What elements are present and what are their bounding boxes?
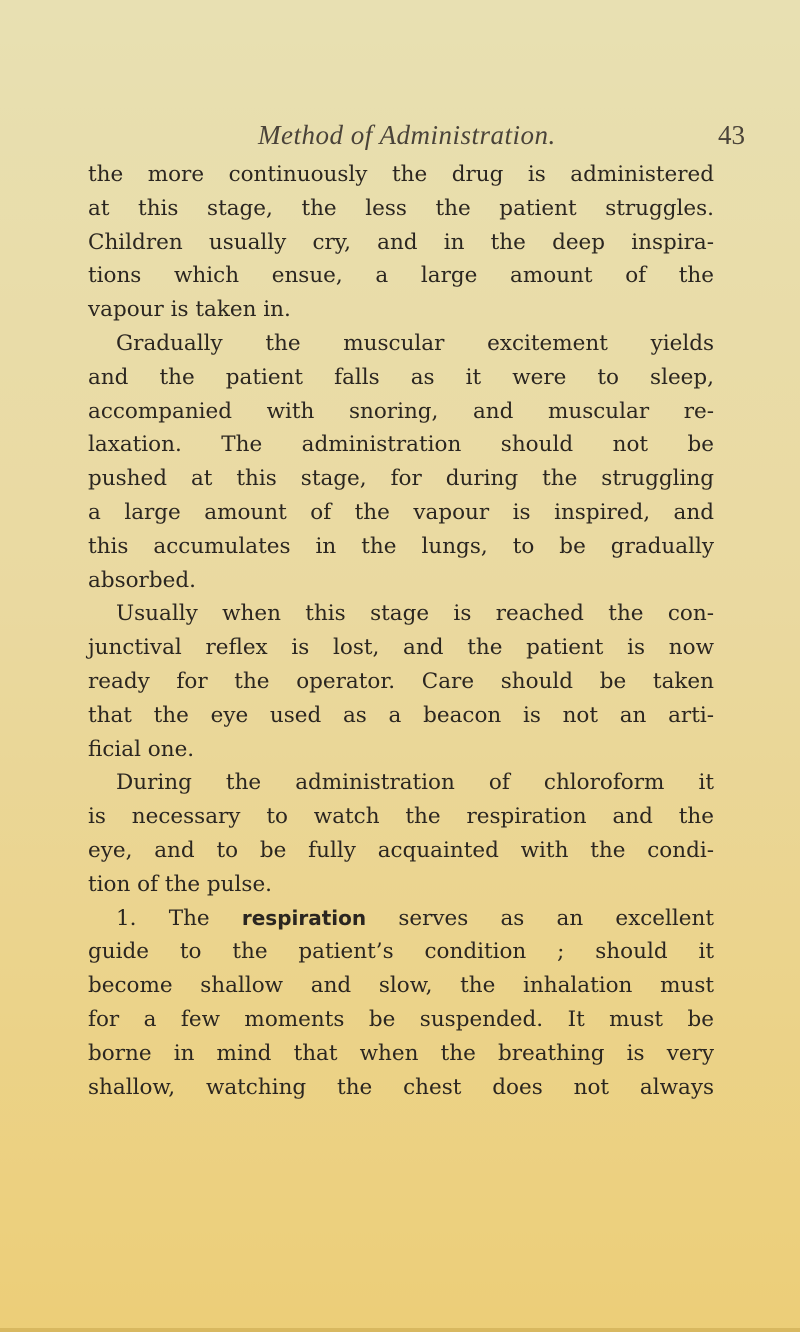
text-line: Gradually the muscular excitement yields <box>116 330 714 356</box>
text-line: at this stage, the less the patient struggles. <box>88 195 714 221</box>
text-line: laxation. The administration should not be <box>88 432 714 458</box>
text-line: this accumulates in the lungs, to be gradually <box>88 533 714 559</box>
text-line: absorbed. <box>88 567 196 593</box>
text-line: eye, and to be fully acquainted with the condi- <box>88 837 714 863</box>
text-line: accompanied with snoring, and muscular re- <box>88 398 714 424</box>
text-line: tions which ensue, a large amount of the <box>88 263 714 289</box>
text-line: vapour is taken in. <box>88 297 291 323</box>
text-line: ficial one. <box>88 736 195 762</box>
page-number: 43 <box>718 120 745 150</box>
text-line: During the administration of chloroform it <box>116 770 714 796</box>
text-line: borne in mind that when the breathing is very <box>88 1040 714 1066</box>
running-title: Method of Administration. <box>258 120 556 150</box>
text-line: become shallow and slow, the inhalation must <box>88 973 714 999</box>
numbered-line-after: serves as an excellent <box>366 905 714 931</box>
text-line: ready for the operator. Care should be taken <box>88 668 714 694</box>
numbered-line-before: The <box>168 905 242 931</box>
text-line: the more continuously the drug is administered <box>88 162 714 187</box>
text-line: Usually when this stage is reached the con- <box>116 601 714 627</box>
text-line: for a few moments be suspended. It must be <box>88 1006 714 1032</box>
body-text <box>88 158 714 1104</box>
text-line: pushed at this stage, for during the struggling <box>88 466 714 492</box>
text-line: is necessary to watch the respiration and the <box>88 804 714 830</box>
text-line: tion of the pulse. <box>88 871 272 897</box>
text-line: a large amount of the vapour is inspired, and <box>88 499 714 525</box>
text-line: guide to the patient’s condition ; should it <box>88 939 714 965</box>
text-line: junctival reflex is lost, and the patient is now <box>88 635 714 661</box>
text-line: Children usually cry, and in the deep inspira- <box>88 229 714 255</box>
page-bottom-edge <box>0 1328 800 1332</box>
text-line: shallow, watching the chest does not always <box>88 1074 714 1100</box>
page-header <box>0 120 800 160</box>
item-number: 1. <box>116 905 169 931</box>
text-line: that the eye used as a beacon is not an arti- <box>88 702 714 728</box>
text-line: and the patient falls as it were to sleep, <box>88 364 714 390</box>
bold-term: respiration <box>241 905 367 930</box>
numbered-line <box>88 902 714 936</box>
